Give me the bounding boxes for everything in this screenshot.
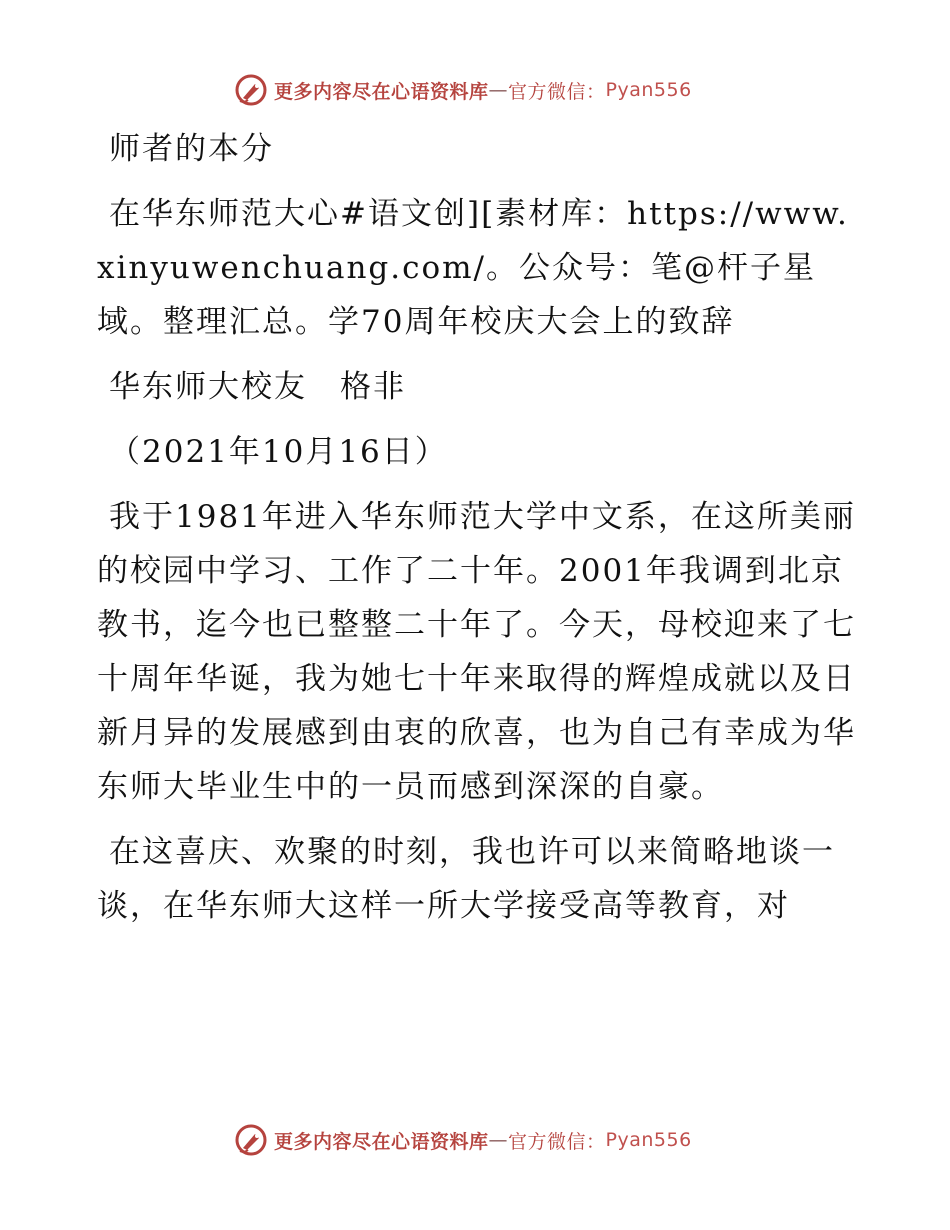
banner-dash: — — [488, 79, 509, 101]
pen-nib-logo-icon — [234, 73, 268, 107]
document-title: 师者的本分 — [109, 131, 274, 167]
paragraph-1: 我于1981年进入华东师范大学中文系，在这所美丽的校园中学习、工作了二十年。2001年我调到北京教书，迄今也已整整二十年了。今天，母校迎来了七十周年华诞，我为她七十年来取得的辉煌成就以及日新月异的发展感到由衷的欣喜，也为自己有幸成为华东师大毕业生中的一员而感到深深的自豪。 — [97, 499, 856, 805]
header-watermark-banner — [234, 72, 692, 108]
pen-nib-logo-icon — [234, 1123, 268, 1157]
document-body — [97, 122, 857, 933]
document-date: （2021年10月16日） — [109, 434, 448, 470]
banner-main-text: 更多内容尽在心语资料库 — [274, 1130, 489, 1153]
banner-wechat-id: Pyan556 — [605, 79, 692, 101]
document-author: 华东师大校友 格非 — [109, 369, 406, 405]
banner-dash: — — [488, 1129, 509, 1151]
banner-wechat-label: 官方微信： — [508, 1130, 606, 1153]
banner-wechat-label: 官方微信： — [508, 80, 606, 103]
banner-wechat-id: Pyan556 — [605, 1129, 692, 1151]
document-intro: 在华东师范大心#语文创][素材库：https://www.xinyuwenchuang.com/。公众号：笔@杆子星域。整理汇总。学70周年校庆大会上的致辞 — [97, 196, 849, 340]
footer-watermark-banner — [234, 1122, 692, 1158]
paragraph-2: 在这喜庆、欢聚的时刻，我也许可以来简略地谈一谈，在华东师大这样一所大学接受高等教育，对 — [97, 834, 835, 924]
banner-main-text: 更多内容尽在心语资料库 — [274, 80, 489, 103]
